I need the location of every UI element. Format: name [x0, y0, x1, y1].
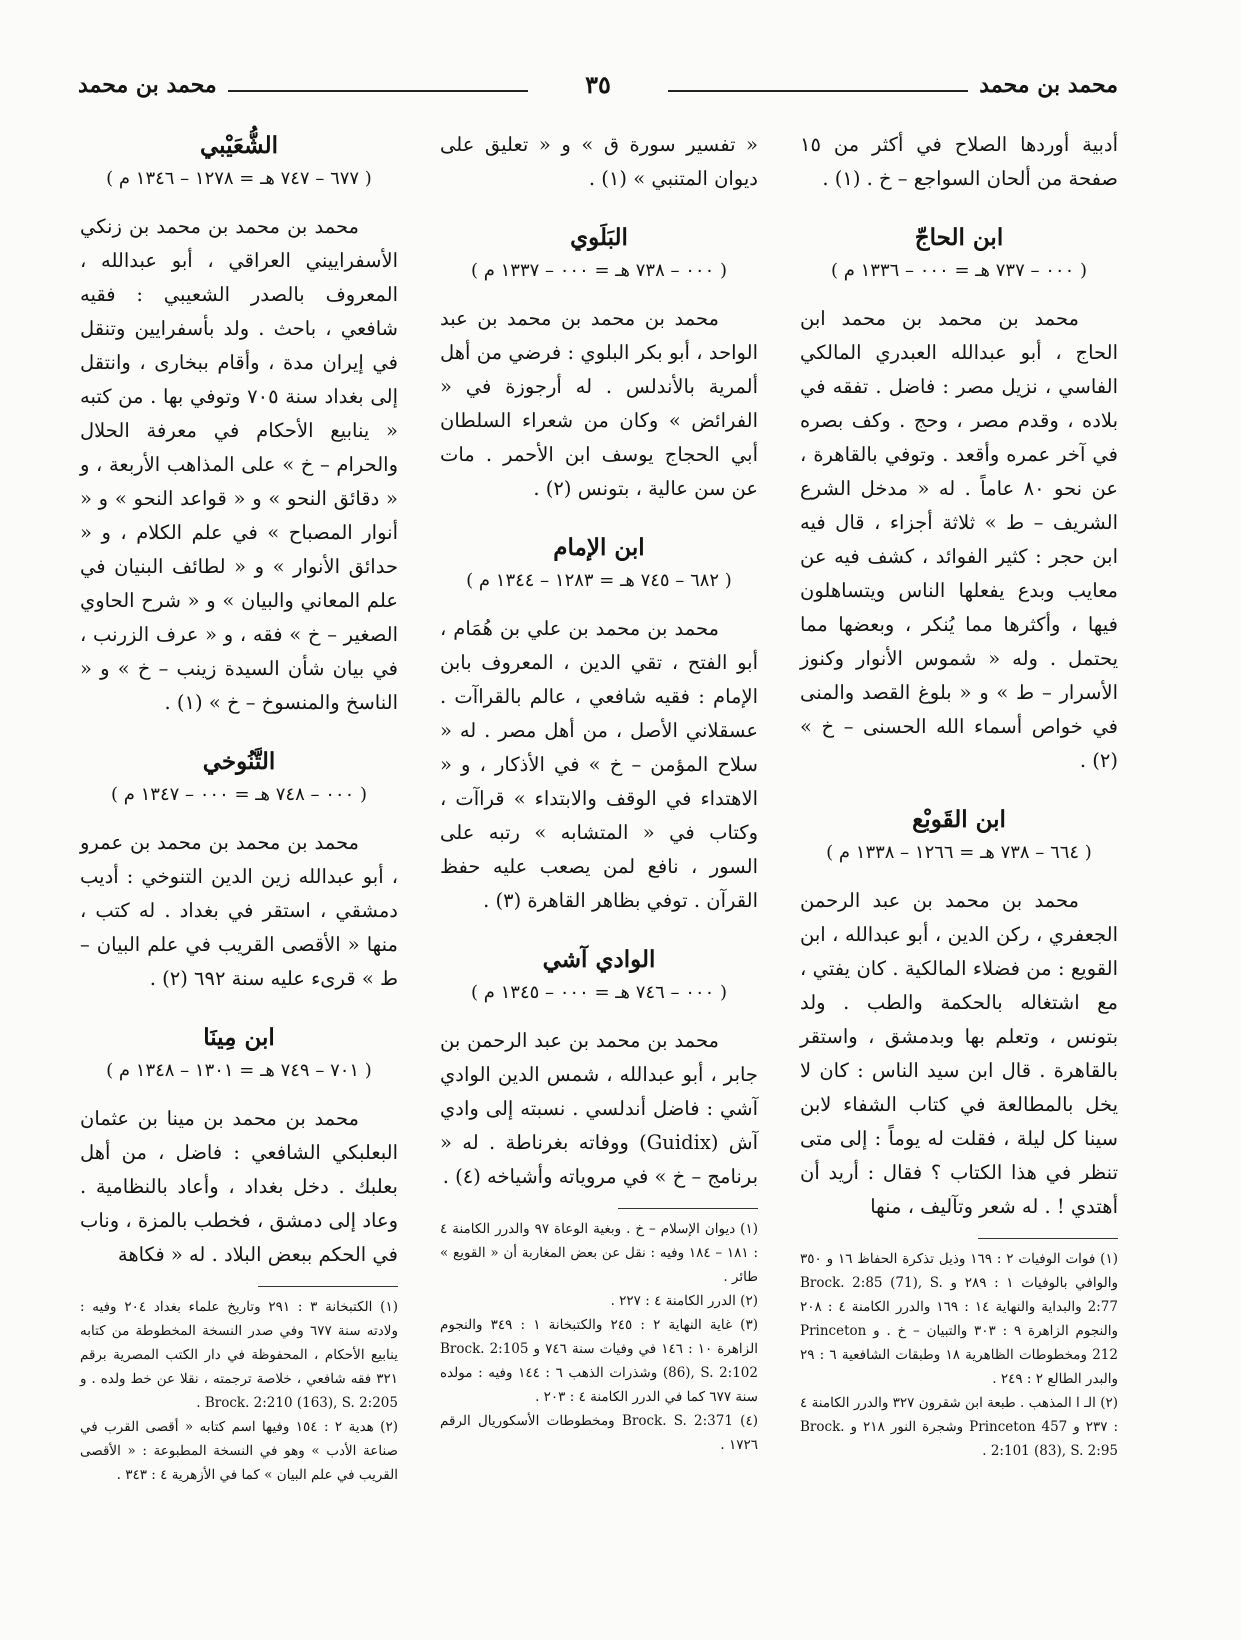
footnote-rule: [978, 1238, 1118, 1239]
entry-text: « تفسير سورة ق » و « تعليق على ديوان المتنبي » (١) .: [440, 133, 758, 190]
entry-text: محمد بن محمد بن مينا بن عثمان البعلبكي الشافعي : فاضل ، من أهل بعلبك . دخل بغداد ، وأعاد بالنظامية . وعاد إلى دمشق ، فخطب بالمزة ، وناب في الحكم ببعض البلاد . له « فكاهة: [80, 1107, 398, 1266]
entry-dates: ( ٧٠١ – ٧٤٩ هـ = ١٣٠١ – ١٣٤٨ م ): [106, 1060, 372, 1081]
entry-title: البَلَوي: [570, 224, 628, 251]
entry-heading: [80, 1020, 398, 1086]
entry-heading: [80, 744, 398, 810]
entry-text: محمد بن محمد بن محمد بن عبد الواحد ، أبو بكر البلوي : فرضي من أهل ألمرية بالأندلس . له أرجوزة في « الفرائض » وكان من شعراء السلطان أبي الحجاج يوسف ابن الأحمر . مات عن سن عالية ، بتونس (٢) .: [440, 307, 758, 500]
footnote-rule: [258, 1286, 398, 1287]
footnote: (١) ديوان الإسلام – خ . وبغية الوعاة ٩٧ والدرر الكامنة ٤ : ١٨١ – ١٨٤ وفيه : نقل عن بعض المغاربة أن « القويع » طائر .: [440, 1221, 758, 1285]
entry-heading: [440, 530, 758, 596]
header-rule-left: [228, 90, 528, 92]
entry-heading: [440, 942, 758, 1008]
running-header: [78, 72, 1118, 112]
entry-text: محمد بن محمد بن محمد ابن الحاج ، أبو عبدالله العبدري المالكي الفاسي ، نزيل مصر : فاضل . تفقه في بلاده ، وقدم مصر ، وحج . وكف بصره في آخر عمره وأقعد . وتوفي بالقاهرة ، عن نحو ٨٠ عاماً . له « مدخل الشرع الشريف – ط » ثلاثة أجزاء ، قال فيه ابن حجر : كثير الفوائد ، كشف فيه عن معايب وبدع يفعلها الناس ويتساهلون فيها ، وأكثرها مما يُنكر ، وبعضها مما يحتمل . وله « شموس الأنوار وكنوز الأسرار – ط » و « بلوغ القصد والمنى في خواص أسماء الله الحسنى – خ » (٢) .: [800, 307, 1118, 772]
entry-title: ابن الحاجّ: [914, 224, 1004, 251]
entry-dates: ( ٦٦٤ – ٧٣٨ هـ = ١٢٦٦ – ١٣٣٨ م ): [826, 842, 1092, 863]
footnote-rule: [618, 1208, 758, 1209]
entry-text: أدبية أوردها الصلاح في أكثر من ١٥ صفحة من ألحان السواجع – خ . (١) .: [800, 133, 1118, 190]
entry-heading: [800, 220, 1118, 286]
header-right-title: محمد بن محمد: [979, 72, 1118, 98]
footnote: (٢) الدرر الكامنة ٤ : ٢٢٧ .: [610, 1293, 758, 1309]
entry-heading: [800, 802, 1118, 868]
footnotes: [800, 1247, 1118, 1463]
footnote: (٤) Brock. S. 2:371 ومخطوطات الأسكوريال الرقم ١٧٢٦ .: [440, 1413, 758, 1453]
entry-text: محمد بن محمد بن محمد بن زنكي الأسفراييني العراقي ، أبو عبدالله ، المعروف بالصدر الشعيبي : فقيه شافعي ، باحث . ولد بأسفرايين وتنقل في إيران مدة ، وأقام ببخارى ، وانتقل إلى بغداد سنة ٧٠٥ وتوفي بها . من كتبه « ينابيع الأحكام في معرفة الحلال والحرام – خ » على المذاهب الأربعة ، و « دقائق النحو » و « قواعد النحو » و « أنوار المصباح » في علم الكلام ، و « حدائق الأنوار » و « لطائف البنيان في علم المعاني والبيان » و « شرح الحاوي الصغير – خ » فقه ، و « عرف الزرنب ، في بيان شأن السيدة زينب – خ » و « الناسخ والمنسوخ – خ » (١) .: [80, 215, 398, 714]
entry-dates: ( ٠٠٠ – ٧٣٧ هـ = ٠٠٠ – ١٣٣٦ م ): [830, 260, 1087, 281]
footnotes: [80, 1295, 398, 1487]
entry-text: محمد بن محمد بن عبد الرحمن بن جابر ، أبو عبدالله ، شمس الدين الوادي آشي : فاضل أندلسي . نسبته إلى وادي آش (Guidix) ووفاته بغرناطة . له « برنامج – خ » في مروياته وأشياخه (٤) .: [440, 1029, 758, 1188]
footnote: (١) الكتبخانة ٣ : ٢٩١ وتاريخ علماء بغداد ٢٠٤ وفيه : ولادته سنة ٦٧٧ وفي صدر النسخة المخطوطة من كتابه ينابيع الأحكام ، المحفوظة في دار الكتب المصرية برقم ٣٢١ فقه شافعي ، خلاصة ترجمته ، نقلا عن خط ولده . و Brock. 2:210 (163), S. 2:205 .: [80, 1299, 398, 1411]
entry-title: ابن القَوبْع: [912, 806, 1006, 833]
header-rule-right: [668, 90, 968, 92]
column-middle: [440, 128, 758, 1457]
entry-text: محمد بن محمد بن عبد الرحمن الجعفري ، ركن الدين ، أبو عبدالله ، ابن القويع : من فضلاء المالكية . كان يفتي ، مع اشتغاله بالحكمة والطب . ولد بتونس ، وتعلم بها وبدمشق ، واستقر بالقاهرة . قال ابن سيد الناس : كان لا يخل بالمطالعة في كتاب الشفاء لابن سينا كل ليلة ، فقلت له يوماً : إلى متى تنظر في هذا الكتاب ؟ فقال : أريد أن أهتدي ! . له شعر وتآليف ، منها: [800, 889, 1118, 1218]
footnote: (٢) هدية ٢ : ١٥٤ وفيها اسم كتابه « أقصى القرب في صناعة الأدب » وهو في النسخة المطبوعة : « الأقصى القريب في علم البيان » كما في الأزهرية ٤ : ٣٤٣ .: [80, 1419, 398, 1483]
header-left-title: محمد بن محمد: [78, 72, 217, 98]
entry-title: ابن مِينَا: [203, 1024, 275, 1051]
entry-title: الوادي آشي: [542, 946, 656, 973]
entry-title: التَّنُوخي: [202, 748, 276, 775]
entry-heading: [440, 220, 758, 286]
footnote: (٣) غاية النهاية ٢ : ٢٤٥ والكتبخانة ١ : ٣٤٩ والنجوم الزاهرة ١٠ : ١٤٦ في وفيات سنة ٧٤٦ و Brock. 2:105 (86), S. 2:102 وشذرات الذهب ٦ : ١٤٤ وفيه : مولده سنة ٦٧٧ كما في الدرر الكامنة ٤ : ٢٠٣ .: [440, 1317, 758, 1405]
footnote: (٢) الـ ا المذهب . طبعة ابن شقرون ٣٢٧ والدرر الكامنة ٤ : ٢٣٧ و Princeton 457 وشجرة النور ٢١٨ و Brock. 2:101 (83), S. 2:95 .: [800, 1395, 1119, 1459]
entry-dates: ( ٠٠٠ – ٧٣٨ هـ = ٠٠٠ – ١٣٣٧ م ): [470, 260, 727, 281]
entry-text: محمد بن محمد بن علي بن هُمَام ، أبو الفتح ، تقي الدين ، المعروف بابن الإمام : فقيه شافعي ، عالم بالقراآت . عسقلاني الأصل ، من أهل مصر . له « سلاح المؤمن – خ » في الأذكار ، و « الاهتداء في الوقف والابتداء » قراآت ، وكتاب في « المتشابه » رتبه على السور ، نافع لمن يصعب عليه حفظ القرآن . توفي بظاهر القاهرة (٣) .: [440, 617, 758, 912]
footnote: (١) فوات الوفيات ٢ : ١٦٩ وذيل تذكرة الحفاظ ١٦ و ٣٥٠ والوافي بالوفيات ١ : ٢٨٩ و Brock. 2:85 (71), S. 2:77 والبداية والنهاية ١٤ : ١٦٩ والدرر الكامنة ٤ : ٢٠٨ والنجوم الزاهرة ٩ : ٣٠٣ والتبيان – خ . و Princeton 212 ومخطوطات الظاهرية ١٨ وطبقات الشافعية ٦ : ٢٩ والبدر الطالع ٢ : ٢٤٩ .: [800, 1251, 1118, 1387]
entry-title: ابن الإمام: [553, 534, 645, 561]
entry-dates: ( ٠٠٠ – ٧٤٦ هـ = ٠٠٠ – ١٣٤٥ م ): [470, 982, 727, 1003]
column-left: [80, 128, 398, 1487]
page-number: ٣٥: [575, 70, 621, 99]
entry-dates: ( ٠٠٠ – ٧٤٨ هـ = ٠٠٠ – ١٣٤٧ م ): [110, 784, 367, 805]
entry-text: محمد بن محمد بن محمد بن عمرو ، أبو عبدالله زين الدين التنوخي : أديب دمشقي ، استقر في بغداد . له كتب ، منها « الأقصى القريب في علم البيان – ط » قرىء عليه سنة ٦٩٢ (٢) .: [80, 831, 398, 990]
footnotes: [440, 1217, 758, 1457]
entry-title: الشُّعَيْبي: [199, 132, 279, 159]
entry-dates: ( ٦٨٢ – ٧٤٥ هـ = ١٢٨٣ – ١٣٤٤ م ): [466, 570, 732, 591]
entry-heading: [80, 128, 398, 194]
entry-dates: ( ٦٧٧ – ٧٤٧ هـ = ١٢٧٨ – ١٣٤٦ م ): [106, 168, 372, 189]
column-right: [800, 128, 1118, 1463]
